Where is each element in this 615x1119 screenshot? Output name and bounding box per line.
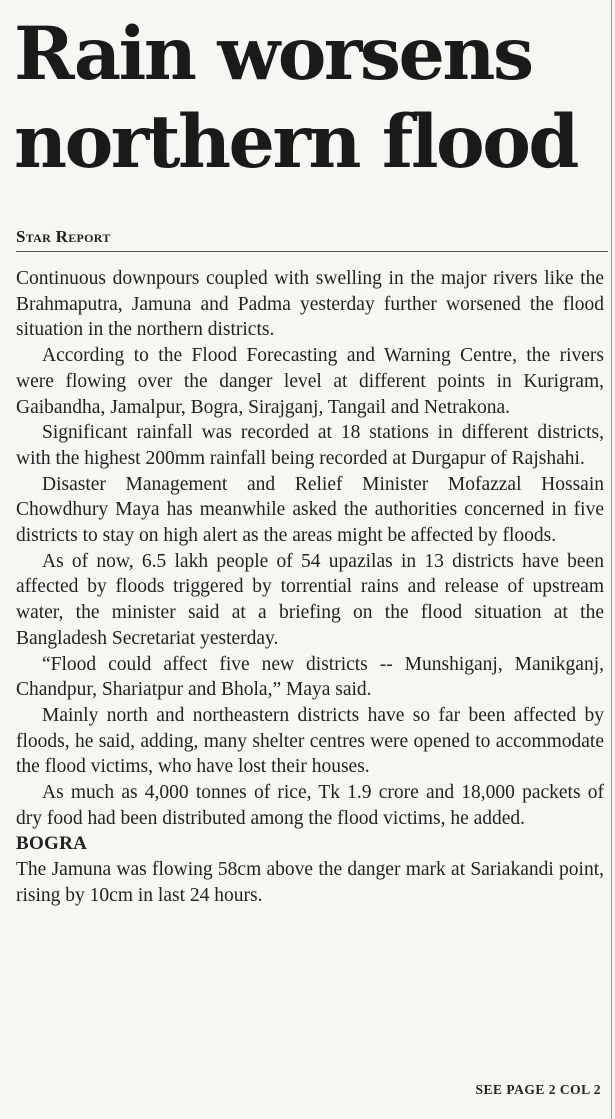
headline bbox=[14, 10, 609, 186]
paragraph: According to the Flood Forecasting and Warning Centre, the rivers were flowing over the danger level at different points in Kurigram, Gaibandha, Jamalpur, Bogra, Sirajganj, Tangail and Netrakona. bbox=[16, 345, 604, 418]
article-body bbox=[16, 266, 604, 909]
headline-line-1: Rain worsens bbox=[14, 11, 532, 97]
paragraph: Significant rainfall was recorded at 18 stations in different districts, with the highest 200mm rainfall being recorded at Durgapur of Rajshahi. bbox=[16, 422, 604, 469]
paragraph: Mainly north and northeastern districts have so far been affected by floods, he said, adding, many shelter centres were opened to accommodate the flood victims, who have lost their houses. bbox=[16, 704, 604, 778]
byline: Star Report bbox=[16, 226, 608, 252]
column-rule bbox=[611, 0, 612, 1119]
paragraph: As much as 4,000 tonnes of rice, Tk 1.9 crore and 18,000 packets of dry food had been distributed among the flood victims, he added. bbox=[16, 782, 604, 829]
paragraph: Disaster Management and Relief Minister Mofazzal Hossain Chowdhury Maya has meanwhile asked the authorities concerned in five districts to stay on high alert as the areas might be affected by floods. bbox=[16, 473, 604, 547]
headline-line-2: northern flood bbox=[14, 99, 577, 185]
paragraph-bogra: The Jamuna was flowing 58cm above the danger mark at Sariakandi point, rising by 10cm in last 24 hours. bbox=[16, 859, 604, 906]
paragraph: As of now, 6.5 lakh people of 54 upazilas in 13 districts have been affected by floods triggered by torrential rains and release of upstream water, the minister said at a briefing on the flood situation at the Bangladesh Secretariat yesterday. bbox=[16, 550, 604, 649]
continuation-note: SEE PAGE 2 COL 2 bbox=[475, 1082, 601, 1097]
paragraph: Continuous downpours coupled with swelling in the major rivers like the Brahmaputra, Jamuna and Padma yesterday further worsened the flood situation in the northern districts. bbox=[16, 268, 604, 341]
paragraph: “Flood could affect five new districts -- Munshiganj, Manikganj, Chandpur, Shariatpur and Bhola,” Maya said. bbox=[16, 653, 604, 701]
subhead-bogra: BOGRA bbox=[16, 833, 88, 855]
